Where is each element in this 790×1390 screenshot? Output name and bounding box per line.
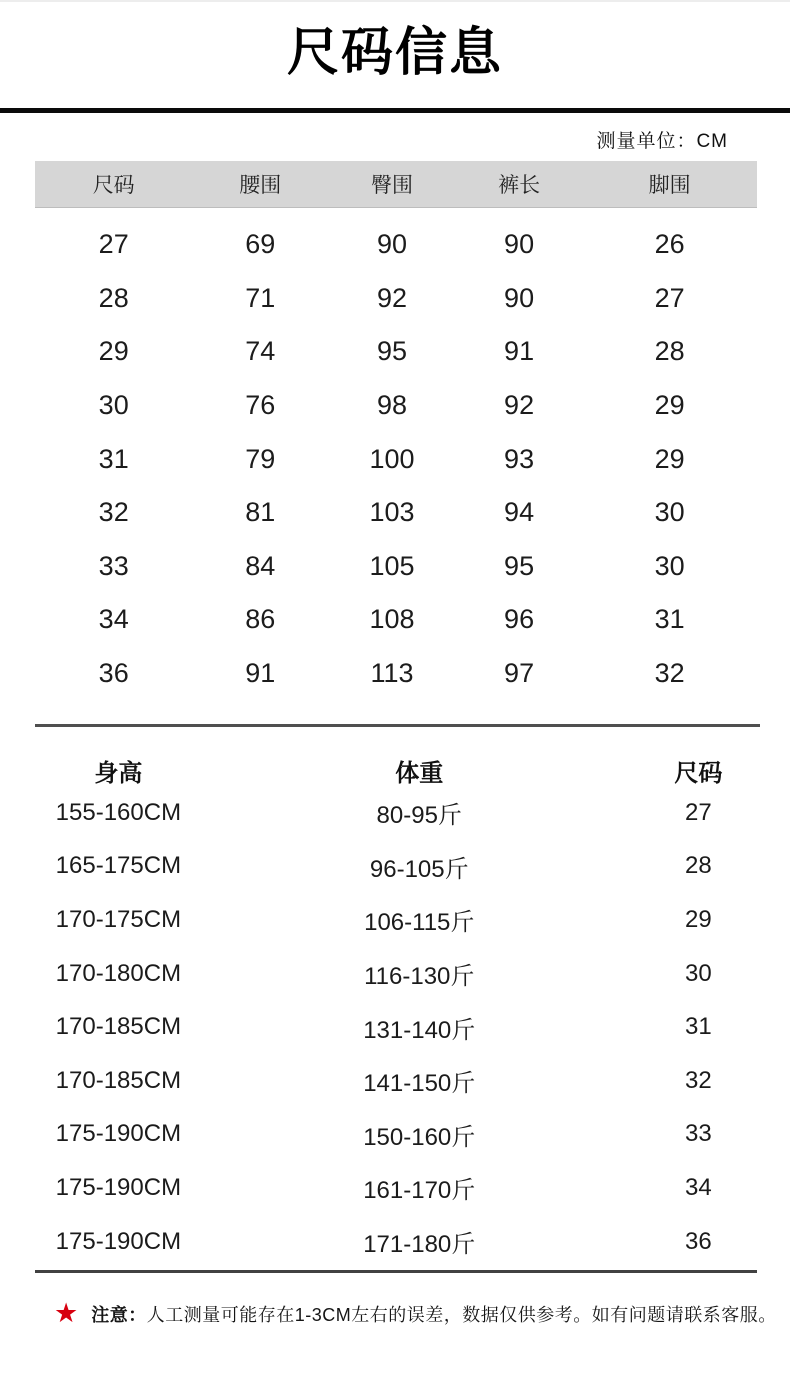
table-cell: 30 <box>654 550 685 581</box>
fit-table-body <box>35 786 760 1268</box>
table-cell: 150-160斤 <box>363 1123 476 1151</box>
table-row <box>35 893 760 947</box>
table-cell: 31 <box>654 604 685 635</box>
table-cell: 103 <box>369 497 415 528</box>
table-cell: 27 <box>654 282 685 313</box>
table-cell: 141-150斤 <box>363 1070 476 1098</box>
star-icon: ★ <box>54 1298 79 1328</box>
table-cell: 27 <box>685 798 712 826</box>
header-cell: 尺码 <box>674 759 723 787</box>
table-row <box>35 593 757 647</box>
table-cell: 92 <box>504 390 535 421</box>
title-divider <box>0 108 790 113</box>
header-cell: 身高 <box>94 759 143 787</box>
table-cell: 74 <box>245 336 276 367</box>
table-cell: 93 <box>504 443 535 474</box>
table-cell: 170-180CM <box>55 959 182 987</box>
header-cell: 臀围 <box>371 174 414 197</box>
table-cell: 71 <box>245 282 276 313</box>
table-cell: 34 <box>685 1173 712 1201</box>
table-cell: 33 <box>98 550 129 581</box>
table-cell: 28 <box>685 852 712 880</box>
table-cell: 113 <box>370 658 414 689</box>
table-cell: 155-160CM <box>55 798 182 826</box>
table-cell: 69 <box>245 229 276 260</box>
table-cell: 170-175CM <box>55 905 182 933</box>
table-cell: 90 <box>504 282 535 313</box>
table-row <box>35 379 757 433</box>
table-cell: 170-185CM <box>55 1013 182 1041</box>
footnote-message: 人工测量可能存在1-3CM左右的误差，数据仅供参考。如有问题请联系客服。 <box>146 1304 777 1325</box>
table-cell: 175-190CM <box>55 1227 182 1255</box>
table-cell: 100 <box>369 443 415 474</box>
footnote <box>54 1300 778 1327</box>
table-cell: 98 <box>376 390 408 421</box>
table-row <box>35 1161 760 1215</box>
table-cell: 31 <box>685 1013 712 1041</box>
table-cell: 84 <box>245 550 276 581</box>
table-cell: 91 <box>504 336 535 367</box>
table-cell: 26 <box>654 229 685 260</box>
table-cell: 30 <box>654 497 685 528</box>
table-cell: 86 <box>245 604 276 635</box>
table-cell: 27 <box>98 229 129 260</box>
header-cell: 体重 <box>395 759 444 787</box>
table-cell: 131-140斤 <box>363 1016 476 1044</box>
table-cell: 165-175CM <box>55 852 182 880</box>
table-cell: 80-95斤 <box>376 802 462 830</box>
table-cell: 96-105斤 <box>369 855 469 883</box>
table-cell: 95 <box>376 336 408 367</box>
table-cell: 95 <box>504 550 535 581</box>
table-cell: 30 <box>685 959 712 987</box>
table-cell: 29 <box>654 390 685 421</box>
table-cell: 175-190CM <box>55 1173 182 1201</box>
header-cell: 腰围 <box>239 174 282 197</box>
table-cell: 76 <box>245 390 276 421</box>
table-cell: 36 <box>98 658 129 689</box>
table-cell: 108 <box>369 604 415 635</box>
header-cell: 脚围 <box>648 174 691 197</box>
table-row <box>35 486 757 540</box>
measure-unit-note: 测量单位：CM <box>596 131 728 152</box>
footnote-text <box>91 1301 777 1327</box>
table-cell: 170-185CM <box>55 1066 182 1094</box>
header-cell: 裤长 <box>498 174 541 197</box>
table-cell: 105 <box>369 550 415 581</box>
table-cell: 31 <box>98 443 129 474</box>
table-cell: 33 <box>685 1120 712 1148</box>
table-row <box>35 947 760 1001</box>
table-cell: 36 <box>685 1227 712 1255</box>
table-cell: 29 <box>654 443 685 474</box>
table-cell: 28 <box>98 282 129 313</box>
size-table-header <box>35 161 757 208</box>
table-row <box>35 540 757 594</box>
table-row <box>35 1108 760 1162</box>
table-cell: 92 <box>376 282 408 313</box>
table-cell: 90 <box>504 229 535 260</box>
table-cell: 90 <box>376 229 408 260</box>
table-row <box>35 786 760 840</box>
footnote-label: 注意： <box>91 1304 147 1325</box>
table-cell: 81 <box>245 497 276 528</box>
header-cell: 尺码 <box>92 174 135 197</box>
table-cell: 32 <box>685 1066 712 1094</box>
table-row <box>35 218 757 272</box>
table-cell: 175-190CM <box>55 1120 182 1148</box>
table-cell: 28 <box>654 336 685 367</box>
page-title: 尺码信息 <box>286 24 503 82</box>
table-row <box>35 432 757 486</box>
table-cell: 171-180斤 <box>363 1231 476 1259</box>
table-row <box>35 840 760 894</box>
table-cell: 34 <box>98 604 129 635</box>
table-cell: 97 <box>504 658 535 689</box>
table-cell: 91 <box>245 658 276 689</box>
table-row <box>35 1000 760 1054</box>
table-cell: 32 <box>654 658 685 689</box>
table-cell: 32 <box>98 497 129 528</box>
table-cell: 106-115斤 <box>364 909 475 937</box>
table-cell: 161-170斤 <box>363 1177 476 1205</box>
table-row <box>35 1215 760 1269</box>
top-edge-divider <box>0 0 790 2</box>
table-cell: 79 <box>245 443 276 474</box>
table-cell: 29 <box>685 905 712 933</box>
table-cell: 30 <box>98 390 129 421</box>
footer-divider <box>35 1270 757 1273</box>
table-row <box>35 647 757 701</box>
table-row <box>35 272 757 326</box>
table-cell: 94 <box>504 497 535 528</box>
table-row <box>35 1054 760 1108</box>
table-cell: 96 <box>504 604 535 635</box>
table-cell: 116-130斤 <box>364 963 475 991</box>
table-row <box>35 325 757 379</box>
table-cell: 29 <box>98 336 129 367</box>
size-table-body <box>35 218 757 700</box>
section-divider <box>35 724 760 727</box>
